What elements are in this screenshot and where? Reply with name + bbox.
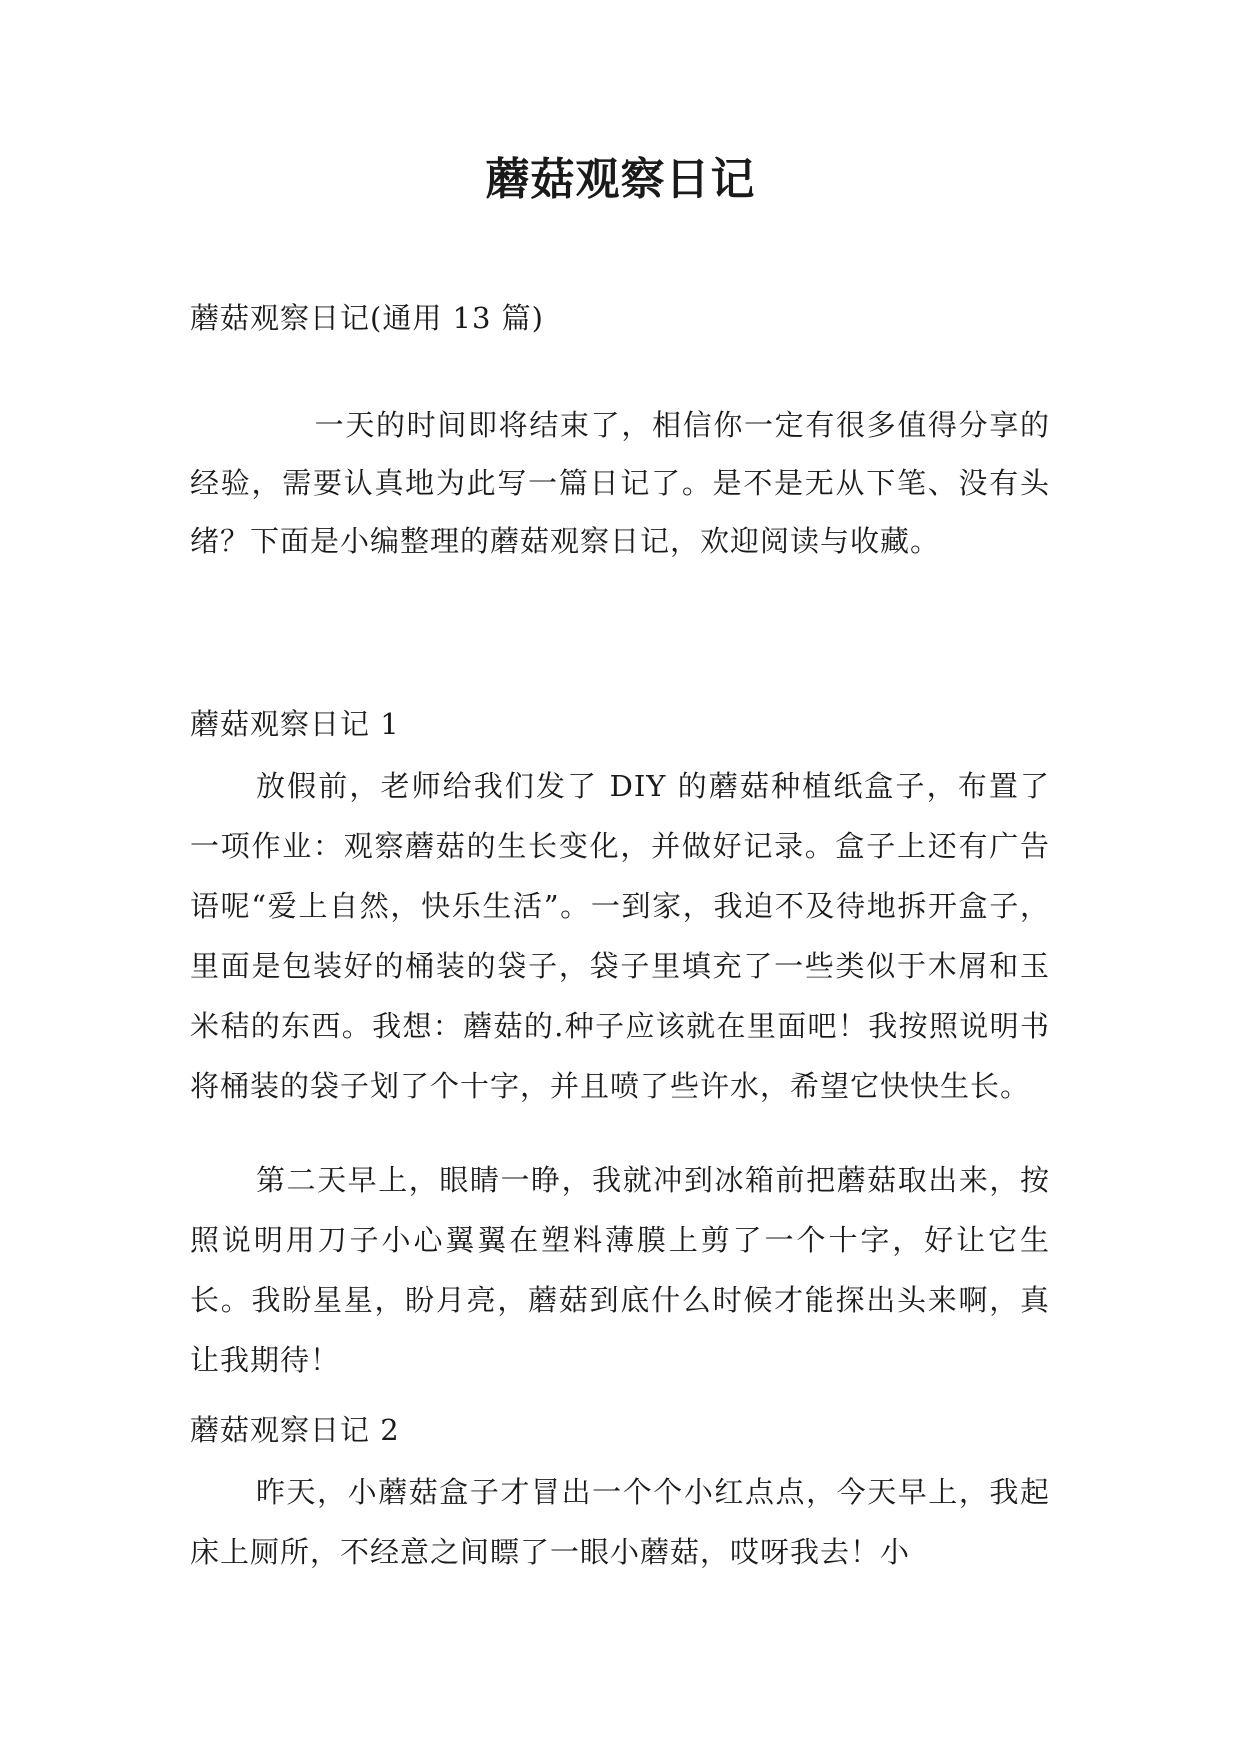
section-1-paragraph-1: 放假前，老师给我们发了 DIY 的蘑菇种植纸盒子，布置了一项作业：观察蘑菇的生长变化，并做好记录。盒子上还有广告语呢“爱上自然，快乐生活”。一到家，我迫不及待地拆开盒子，里面是包装好的桶装的袋子，袋子里填充了一些类似于木屑和玉米秸的东西。我想：蘑菇的.种子应该就在里面吧！我按照说明书将桶装的袋子划了个十字，并且喷了些许水，希望它快快生长。	[190, 769, 1050, 1103]
section-heading-1: 蘑菇观察日记 1	[190, 707, 400, 741]
intro-text: 一天的时间即将结束了，相信你一定有很多值得分享的经验，需要认真地为此写一篇日记了。是不是无从下笔、没有头绪？下面是小编整理的蘑菇观察日记，欢迎阅读与收藏。	[190, 408, 1050, 558]
document-title: 蘑菇观察日记	[485, 154, 756, 205]
intro-paragraph	[190, 396, 1050, 570]
section-2-paragraph-1: 昨天，小蘑菇盒子才冒出一个个小红点点，今天早上，我起床上厕所，不经意之间瞟了一眼小蘑菇，哎呀我去！小	[190, 1475, 1050, 1569]
section-heading-2: 蘑菇观察日记 2	[190, 1413, 400, 1447]
section-1-paragraph-2: 第二天早上，眼睛一睁，我就冲到冰箱前把蘑菇取出来，按照说明用刀子小心翼翼在塑料薄膜上剪了一个十字，好让它生长。我盼星星，盼月亮，蘑菇到底什么时候才能探出头来啊，真让我期待！	[190, 1163, 1050, 1377]
document-subtitle: 蘑菇观察日记(通用 13 篇)	[190, 301, 544, 335]
